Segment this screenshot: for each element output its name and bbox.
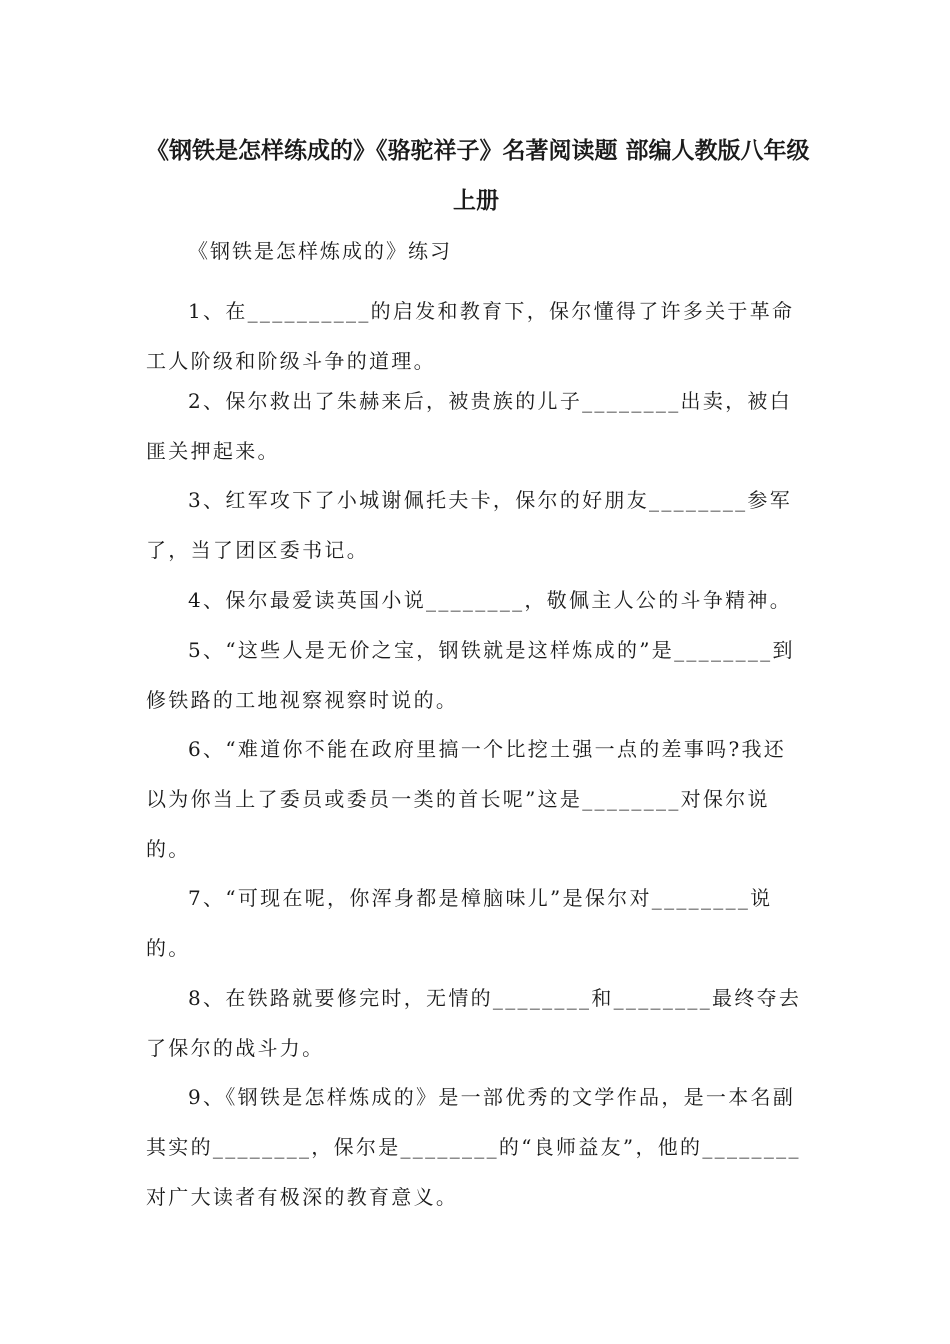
document-title-line-1: 《钢铁是怎样练成的》《骆驼祥子》名著阅读题 部编人教版八年级 [146, 138, 810, 164]
question-7: 7、“可现在呢，你浑身都是樟脑味儿”是保尔对________说的。 [146, 886, 773, 960]
section-heading: 《钢铁是怎样炼成的》练习 [188, 239, 452, 263]
question-1: 1、在__________的启发和教育下，保尔懂得了许多关于革命工人阶级和阶级斗争的道理。 [146, 299, 795, 373]
question-8: 8、在铁路就要修完时，无情的________和________最终夺去了保尔的战斗力。 [146, 986, 802, 1060]
question-6: 6、“难道你不能在政府里搞一个比挖土强一点的差事吗?我还以为你当上了委员或委员一类的首长呢”这是________对保尔说的。 [146, 737, 787, 861]
question-3: 3、红军攻下了小城谢佩托夫卡，保尔的好朋友________参军了，当了团区委书记。 [146, 488, 793, 562]
question-4: 4、保尔最爱读英国小说________，敬佩主人公的斗争精神。 [188, 588, 793, 612]
question-9: 9、《钢铁是怎样炼成的》是一部优秀的文学作品，是一本名副其实的________，保尔是________的“良师益友”，他的________对广大读者有极深的教育意义。 [146, 1085, 801, 1209]
question-5: 5、“这些人是无价之宝，钢铁就是这样炼成的”是________到修铁路的工地视察视察时说的。 [146, 638, 795, 712]
question-2: 2、保尔救出了朱赫来后，被贵族的儿子________出卖，被白匪关押起来。 [146, 389, 793, 463]
document-title-line-2: 上册 [453, 188, 499, 214]
